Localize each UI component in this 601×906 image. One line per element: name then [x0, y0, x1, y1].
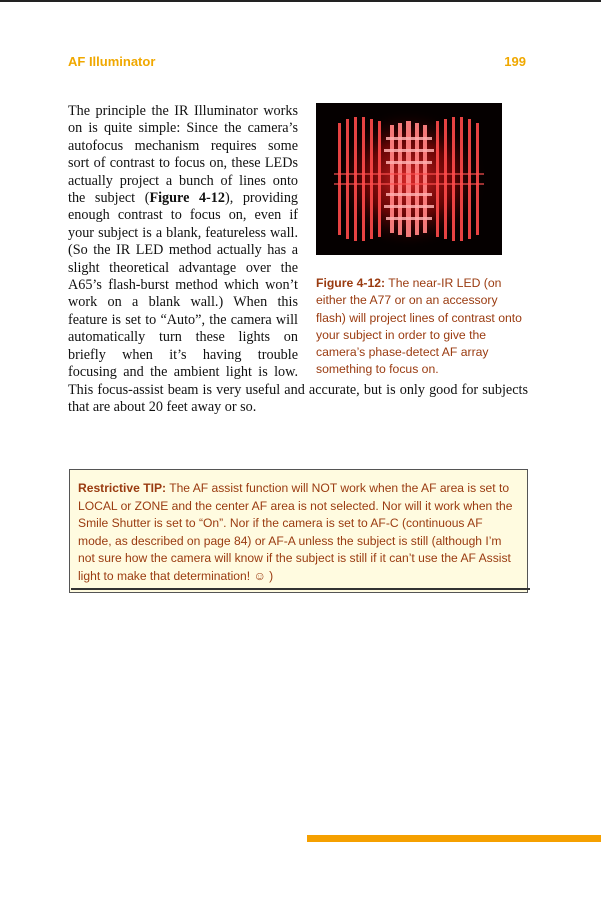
page-number: 199 [504, 54, 526, 69]
running-header [68, 54, 526, 72]
restrictive-tip-box [69, 469, 528, 593]
figure-reference: Figure 4-12 [149, 190, 225, 207]
body-text-part-1: The principle the IR Illuminator works on is quite simple: Since the camera’s autofocus mechanism requires some sort of contrast to focus on, these LEDs actually project a bunch of lines onto the subject ( [68, 103, 298, 207]
body-text-part-2: ), providing enough contrast to focus on, even if your subject is a blank, featureless wall. (So the IR LED method actually has a slight theoretical advantage over the A65’s flash-burst method which won’t work on a blank wall.) When this feature is set to “Auto”, the camera will automatically turn these lights on briefly when it’s having trouble focusing and the ambient light is low. This focus-assist beam is very useful and accurate, but is only good for subjects that are about 20 feet away or so. [68, 190, 528, 415]
tip-text: The AF assist function will NOT work when the AF area is set to LOCAL or ZONE and the center AF area is not selected. Nor will it work when the Smile Shutter is set to “On”. Nor if the camera is set to AF-C (continuous AF mode, as described on page 84) or AF-A unless the subject is still (although I’m not sure how the camera will know if the subject is still if it can’t use the AF Assist light to make that determination! ☺ ) [78, 481, 513, 583]
ir-pattern-graphic [316, 103, 502, 255]
top-rule [0, 0, 601, 2]
section-title: AF Illuminator [68, 54, 156, 69]
tip-box-shadow [71, 588, 530, 590]
caption-text: The near-IR LED (on either the A77 or on an accessory flash) will project lines of contrast onto your subject in order to give the camera’s phase-detect AF array something to focus on. [316, 276, 522, 377]
ir-illuminator-photo [316, 103, 502, 255]
body-paragraph [68, 103, 528, 416]
figure-caption [316, 275, 528, 379]
figure-block [316, 103, 528, 379]
footer-accent-bar [307, 835, 601, 842]
tip-label: Restrictive TIP: [78, 481, 167, 495]
caption-label: Figure 4-12: [316, 276, 386, 290]
